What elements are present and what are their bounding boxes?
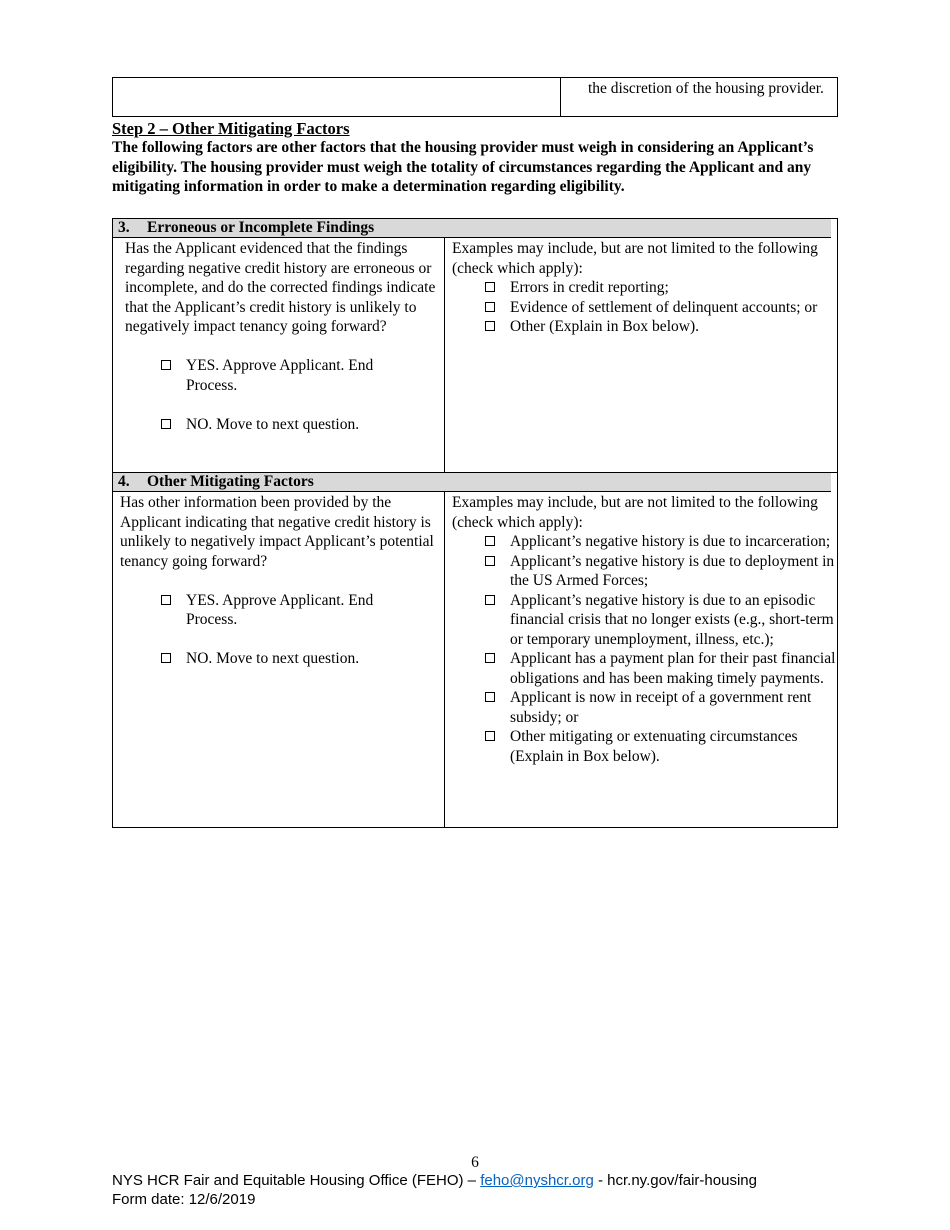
example-checkbox[interactable] (485, 692, 495, 702)
section-header (113, 219, 831, 238)
example-checkbox[interactable] (485, 653, 495, 663)
footer-site: - hcr.ny.gov/fair-housing (598, 1172, 757, 1189)
examples-intro: Examples may include, but are not limited to the following (check which apply): (452, 240, 818, 277)
yes-option[interactable] (161, 356, 445, 395)
section-erroneous-findings (112, 218, 838, 473)
yes-label: YES. Approve Applicant. End Process. (186, 357, 374, 394)
footer-org: NYS HCR Fair and Equitable Housing Office (FEHO) – (112, 1172, 477, 1189)
example-option[interactable] (485, 552, 836, 591)
examples-column (452, 239, 836, 337)
section-title: Erroneous or Incomplete Findings (147, 219, 375, 236)
section-title: Other Mitigating Factors (147, 473, 314, 490)
page-number: 6 (471, 1154, 479, 1171)
example-label: Other (Explain in Box below). (510, 318, 699, 335)
example-label: Evidence of settlement of delinquent accounts; or (510, 298, 818, 316)
examples-column (452, 493, 836, 766)
examples-intro: Examples may include, but are not limited to the following (check which apply): (452, 494, 818, 531)
yes-checkbox[interactable] (161, 360, 171, 370)
example-label: Applicant’s negative history is due to deployment in the US Armed Forces; (510, 552, 835, 589)
yes-checkbox[interactable] (161, 595, 171, 605)
question-text: Has the Applicant evidenced that the findings regarding negative credit history are erroneous or incomplete, and do the corrected findings indicate that the Applicant’s credit history is unlikely to negatively impact tenancy going forward? (125, 240, 436, 335)
example-checkbox[interactable] (485, 536, 495, 546)
footer-form-date: Form date: 12/6/2019 (112, 1190, 256, 1208)
example-option[interactable] (485, 727, 836, 766)
question-column (120, 493, 445, 669)
example-label: Applicant is now in receipt of a government rent subsidy; or (510, 689, 812, 726)
example-checkbox[interactable] (485, 282, 495, 292)
example-checkbox[interactable] (485, 595, 495, 605)
footer (112, 1172, 757, 1209)
yes-option[interactable] (161, 591, 445, 630)
footer-line (112, 1172, 757, 1191)
table-divider (560, 78, 561, 116)
example-option[interactable] (485, 317, 836, 337)
no-label: NO. Move to next question. (186, 415, 360, 433)
question-text: Has other information been provided by the Applicant indicating that negative credit history is unlikely to negatively impact Applicant’s potential tenancy going forward? (120, 494, 434, 570)
step2-heading: Step 2 – Other Mitigating Factors (112, 119, 350, 138)
example-checkbox[interactable] (485, 321, 495, 331)
yes-label: YES. Approve Applicant. End Process. (186, 591, 374, 628)
example-option[interactable] (485, 649, 836, 688)
continued-cell-text: the discretion of the housing provider. (588, 80, 824, 97)
no-checkbox[interactable] (161, 419, 171, 429)
example-checkbox[interactable] (485, 731, 495, 741)
example-option[interactable] (485, 532, 836, 552)
example-checkbox[interactable] (485, 302, 495, 312)
no-label: NO. Move to next question. (186, 650, 360, 667)
no-checkbox[interactable] (161, 653, 171, 663)
footer-email-link[interactable]: feho@nyshcr.org (480, 1172, 594, 1189)
continued-table (112, 77, 838, 117)
example-option[interactable] (485, 278, 836, 298)
no-option[interactable] (161, 649, 445, 669)
step2-intro: The following factors are other factors that the housing provider must weigh in considering an Applicant’s eligibility. The housing provider must weigh the totality of circumstances regarding the Applicant and any mitigating information in order to make a determination regarding eligibility. (112, 139, 814, 195)
section-header (113, 473, 831, 492)
example-option[interactable] (485, 298, 836, 318)
example-option[interactable] (485, 591, 836, 650)
example-label: Errors in credit reporting; (510, 279, 669, 296)
section-number: 3. (118, 219, 130, 236)
question-column (125, 239, 445, 434)
section-number: 4. (118, 473, 130, 490)
example-label: Applicant’s negative history is due to incarceration; (510, 533, 831, 550)
example-option[interactable] (485, 688, 836, 727)
example-checkbox[interactable] (485, 556, 495, 566)
no-option[interactable] (161, 415, 445, 435)
example-label: Other mitigating or extenuating circumstances (Explain in Box below). (510, 728, 798, 765)
example-label: Applicant’s negative history is due to an episodic financial crisis that no longer exists (e.g., short-term or temporary unemployment, illness, etc.); (510, 591, 834, 648)
section-other-mitigating-factors (112, 473, 838, 828)
example-label: Applicant has a payment plan for their past financial obligations and has been making timely payments. (510, 650, 836, 687)
